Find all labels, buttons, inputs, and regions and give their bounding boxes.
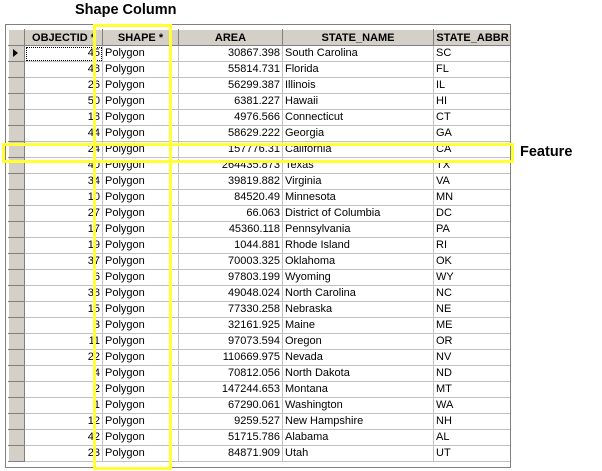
table-row[interactable]	[9, 286, 512, 302]
cell-shape[interactable]: Polygon	[103, 318, 179, 334]
row-selector[interactable]	[9, 334, 25, 350]
column-header-state-name[interactable]: STATE_NAME	[283, 30, 434, 46]
cell-state-abbr[interactable]: MN	[434, 190, 512, 206]
cell-objectid[interactable]: 45	[25, 46, 103, 62]
cell-objectid[interactable]: 12	[25, 414, 103, 430]
cell-state-name[interactable]: Nebraska	[283, 302, 434, 318]
cell-state-abbr[interactable]: NH	[434, 414, 512, 430]
cell-state-name[interactable]: Texas	[283, 158, 434, 174]
table-row[interactable]	[9, 158, 512, 174]
cell-objectid[interactable]: 42	[25, 430, 103, 446]
table-row[interactable]	[9, 382, 512, 398]
cell-objectid[interactable]: 2	[25, 382, 103, 398]
row-selector[interactable]	[9, 94, 25, 110]
cell-area[interactable]: 9259.527	[179, 414, 283, 430]
cell-state-abbr[interactable]: FL	[434, 62, 512, 78]
cell-objectid[interactable]: 18	[25, 110, 103, 126]
cell-objectid[interactable]: 23	[25, 446, 103, 462]
cell-objectid[interactable]: 44	[25, 126, 103, 142]
cell-objectid[interactable]: 34	[25, 174, 103, 190]
cell-state-abbr[interactable]: ME	[434, 318, 512, 334]
cell-objectid[interactable]: 24	[25, 142, 103, 158]
table-row[interactable]	[9, 414, 512, 430]
cell-state-abbr[interactable]: PA	[434, 222, 512, 238]
cell-shape[interactable]: Polygon	[103, 334, 179, 350]
cell-area[interactable]: 110669.975	[179, 350, 283, 366]
row-selector[interactable]	[9, 366, 25, 382]
row-selector[interactable]	[9, 62, 25, 78]
cell-state-abbr[interactable]: NE	[434, 302, 512, 318]
cell-objectid[interactable]: 19	[25, 238, 103, 254]
column-header-area[interactable]: AREA	[179, 30, 283, 46]
table-row[interactable]	[9, 302, 512, 318]
cell-objectid[interactable]: 10	[25, 190, 103, 206]
cell-area[interactable]: 157776.31	[179, 142, 283, 158]
row-selector[interactable]	[9, 398, 25, 414]
cell-area[interactable]: 70812.056	[179, 366, 283, 382]
cell-shape[interactable]: Polygon	[103, 158, 179, 174]
feature-annotation: Feature	[520, 144, 573, 160]
table-row[interactable]	[9, 110, 512, 126]
cell-state-name[interactable]: North Carolina	[283, 286, 434, 302]
cell-shape[interactable]: Polygon	[103, 46, 179, 62]
cell-area[interactable]: 147244.653	[179, 382, 283, 398]
row-selector[interactable]	[9, 126, 25, 142]
cell-state-name[interactable]: Alabama	[283, 430, 434, 446]
row-selector[interactable]	[9, 142, 25, 158]
table-row[interactable]	[9, 350, 512, 366]
cell-shape[interactable]: Polygon	[103, 190, 179, 206]
cell-state-abbr[interactable]: OR	[434, 334, 512, 350]
row-selector[interactable]	[9, 238, 25, 254]
cell-area[interactable]: 32161.925	[179, 318, 283, 334]
cell-shape[interactable]: Polygon	[103, 302, 179, 318]
cell-state-name[interactable]: District of Columbia	[283, 206, 434, 222]
cell-state-abbr[interactable]: MT	[434, 382, 512, 398]
cell-shape[interactable]: Polygon	[103, 366, 179, 382]
table-row[interactable]	[9, 142, 512, 158]
shape-column-annotation: Shape Column	[75, 2, 177, 18]
cell-area[interactable]: 39819.882	[179, 174, 283, 190]
cell-shape[interactable]: Polygon	[103, 350, 179, 366]
table-row[interactable]	[9, 254, 512, 270]
cell-objectid[interactable]: 4	[25, 366, 103, 382]
cell-state-abbr[interactable]: GA	[434, 126, 512, 142]
table-row[interactable]	[9, 430, 512, 446]
current-row-pointer-icon	[13, 49, 18, 57]
cell-area[interactable]: 45360.118	[179, 222, 283, 238]
cell-area[interactable]: 30867.398	[179, 46, 283, 62]
cell-shape[interactable]: Polygon	[103, 238, 179, 254]
row-selector[interactable]	[9, 78, 25, 94]
cell-state-abbr[interactable]: VA	[434, 174, 512, 190]
table-row[interactable]	[9, 398, 512, 414]
row-selector[interactable]	[9, 414, 25, 430]
cell-state-name[interactable]: Wyoming	[283, 270, 434, 286]
table-row[interactable]	[9, 190, 512, 206]
cell-shape[interactable]: Polygon	[103, 398, 179, 414]
cell-state-name[interactable]: Oklahoma	[283, 254, 434, 270]
cell-objectid[interactable]: 38	[25, 286, 103, 302]
cell-shape[interactable]: Polygon	[103, 142, 179, 158]
row-selector[interactable]	[9, 286, 25, 302]
cell-state-abbr[interactable]: HI	[434, 94, 512, 110]
table-row[interactable]	[9, 238, 512, 254]
table-row[interactable]	[9, 318, 512, 334]
cell-area[interactable]: 264435.873	[179, 158, 283, 174]
row-selector[interactable]	[9, 222, 25, 238]
row-selector[interactable]	[9, 430, 25, 446]
table-row[interactable]	[9, 270, 512, 286]
header-row	[9, 30, 512, 46]
row-selector[interactable]	[9, 46, 25, 62]
cell-state-name[interactable]: Minnesota	[283, 190, 434, 206]
cell-state-abbr[interactable]: RI	[434, 238, 512, 254]
cell-state-name[interactable]: South Carolina	[283, 46, 434, 62]
cell-objectid[interactable]: 26	[25, 78, 103, 94]
cell-state-abbr[interactable]: NV	[434, 350, 512, 366]
cell-state-name[interactable]: Virginia	[283, 174, 434, 190]
cell-state-name[interactable]: Hawaii	[283, 94, 434, 110]
table-row[interactable]	[9, 94, 512, 110]
row-selector[interactable]	[9, 206, 25, 222]
cell-state-name[interactable]: Georgia	[283, 126, 434, 142]
cell-state-name[interactable]: Connecticut	[283, 110, 434, 126]
cell-area[interactable]: 1044.881	[179, 238, 283, 254]
cell-shape[interactable]: Polygon	[103, 110, 179, 126]
cell-state-abbr[interactable]: SC	[434, 46, 512, 62]
cell-shape[interactable]: Polygon	[103, 94, 179, 110]
cell-shape[interactable]: Polygon	[103, 62, 179, 78]
cell-state-name[interactable]: Rhode Island	[283, 238, 434, 254]
cell-area[interactable]: 58629.222	[179, 126, 283, 142]
cell-state-name[interactable]: Washington	[283, 398, 434, 414]
column-header-state-abbr[interactable]: STATE_ABBR	[434, 30, 512, 46]
cell-shape[interactable]: Polygon	[103, 430, 179, 446]
cell-state-abbr[interactable]: UT	[434, 446, 512, 462]
cell-objectid[interactable]: 40	[25, 158, 103, 174]
table-row[interactable]	[9, 206, 512, 222]
table-row[interactable]	[9, 334, 512, 350]
cell-state-name[interactable]: Oregon	[283, 334, 434, 350]
cell-shape[interactable]: Polygon	[103, 222, 179, 238]
table-row[interactable]	[9, 174, 512, 190]
cell-area[interactable]: 51715.786	[179, 430, 283, 446]
cell-state-abbr[interactable]: WY	[434, 270, 512, 286]
cell-objectid[interactable]: 27	[25, 206, 103, 222]
cell-state-name[interactable]: North Dakota	[283, 366, 434, 382]
cell-area[interactable]: 77330.258	[179, 302, 283, 318]
cell-state-name[interactable]: New Hampshire	[283, 414, 434, 430]
row-selector[interactable]	[9, 302, 25, 318]
cell-state-name[interactable]: Pennsylvania	[283, 222, 434, 238]
attribute-table	[8, 29, 511, 462]
cell-area[interactable]: 55814.731	[179, 62, 283, 78]
cell-state-abbr[interactable]: NC	[434, 286, 512, 302]
row-selector-header[interactable]	[9, 30, 25, 46]
cell-state-name[interactable]: Illinois	[283, 78, 434, 94]
table-row[interactable]	[9, 446, 512, 462]
cell-shape[interactable]: Polygon	[103, 174, 179, 190]
cell-shape[interactable]: Polygon	[103, 126, 179, 142]
cell-state-abbr[interactable]: CT	[434, 110, 512, 126]
cell-objectid[interactable]: 50	[25, 94, 103, 110]
cell-area[interactable]: 49048.024	[179, 286, 283, 302]
row-selector[interactable]	[9, 382, 25, 398]
cell-shape[interactable]: Polygon	[103, 382, 179, 398]
cell-area[interactable]: 56299.387	[179, 78, 283, 94]
cell-objectid[interactable]: 37	[25, 254, 103, 270]
cell-state-abbr[interactable]: OK	[434, 254, 512, 270]
table-row[interactable]	[9, 78, 512, 94]
row-selector[interactable]	[9, 254, 25, 270]
cell-state-abbr[interactable]: ND	[434, 366, 512, 382]
attribute-table-grid	[5, 24, 511, 468]
cell-shape[interactable]: Polygon	[103, 414, 179, 430]
row-selector[interactable]	[9, 270, 25, 286]
cell-shape[interactable]: Polygon	[103, 286, 179, 302]
table-row[interactable]	[9, 222, 512, 238]
cell-area[interactable]: 84871.909	[179, 446, 283, 462]
table-body	[9, 46, 512, 462]
table-row[interactable]	[9, 62, 512, 78]
table-row[interactable]	[9, 126, 512, 142]
cell-objectid[interactable]: 15	[25, 302, 103, 318]
cell-state-name[interactable]: Utah	[283, 446, 434, 462]
cell-shape[interactable]: Polygon	[103, 206, 179, 222]
table-row[interactable]	[9, 366, 512, 382]
cell-state-abbr[interactable]: AL	[434, 430, 512, 446]
cell-area[interactable]: 67290.061	[179, 398, 283, 414]
cell-area[interactable]: 97803.199	[179, 270, 283, 286]
cell-state-name[interactable]: Maine	[283, 318, 434, 334]
column-header-shape[interactable]: SHAPE *	[103, 30, 179, 46]
row-selector[interactable]	[9, 318, 25, 334]
cell-state-abbr[interactable]: WA	[434, 398, 512, 414]
cell-area[interactable]: 4976.566	[179, 110, 283, 126]
row-selector[interactable]	[9, 158, 25, 174]
column-header-objectid[interactable]: OBJECTID *	[25, 30, 103, 46]
cell-shape[interactable]: Polygon	[103, 254, 179, 270]
cell-area[interactable]: 66.063	[179, 206, 283, 222]
cell-state-abbr[interactable]: IL	[434, 78, 512, 94]
cell-shape[interactable]: Polygon	[103, 270, 179, 286]
cell-state-abbr[interactable]: TX	[434, 158, 512, 174]
cell-area[interactable]: 6381.227	[179, 94, 283, 110]
cell-area[interactable]: 84520.49	[179, 190, 283, 206]
table-row[interactable]	[9, 46, 512, 62]
cell-objectid[interactable]: 11	[25, 334, 103, 350]
row-selector[interactable]	[9, 190, 25, 206]
row-selector[interactable]	[9, 174, 25, 190]
row-selector[interactable]	[9, 446, 25, 462]
cell-area[interactable]: 70003.325	[179, 254, 283, 270]
cell-state-name[interactable]: Montana	[283, 382, 434, 398]
cell-objectid[interactable]: 6	[25, 270, 103, 286]
cell-shape[interactable]: Polygon	[103, 446, 179, 462]
cell-state-abbr[interactable]: CA	[434, 142, 512, 158]
cell-objectid[interactable]: 17	[25, 222, 103, 238]
cell-state-abbr[interactable]: DC	[434, 206, 512, 222]
cell-state-name[interactable]: Florida	[283, 62, 434, 78]
row-selector[interactable]	[9, 110, 25, 126]
row-selector[interactable]	[9, 350, 25, 366]
cell-state-name[interactable]: California	[283, 142, 434, 158]
cell-state-name[interactable]: Nevada	[283, 350, 434, 366]
cell-objectid[interactable]: 1	[25, 398, 103, 414]
cell-objectid[interactable]: 48	[25, 62, 103, 78]
cell-objectid[interactable]: 22	[25, 350, 103, 366]
cell-area[interactable]: 97073.594	[179, 334, 283, 350]
cell-objectid[interactable]: 3	[25, 318, 103, 334]
cell-shape[interactable]: Polygon	[103, 78, 179, 94]
